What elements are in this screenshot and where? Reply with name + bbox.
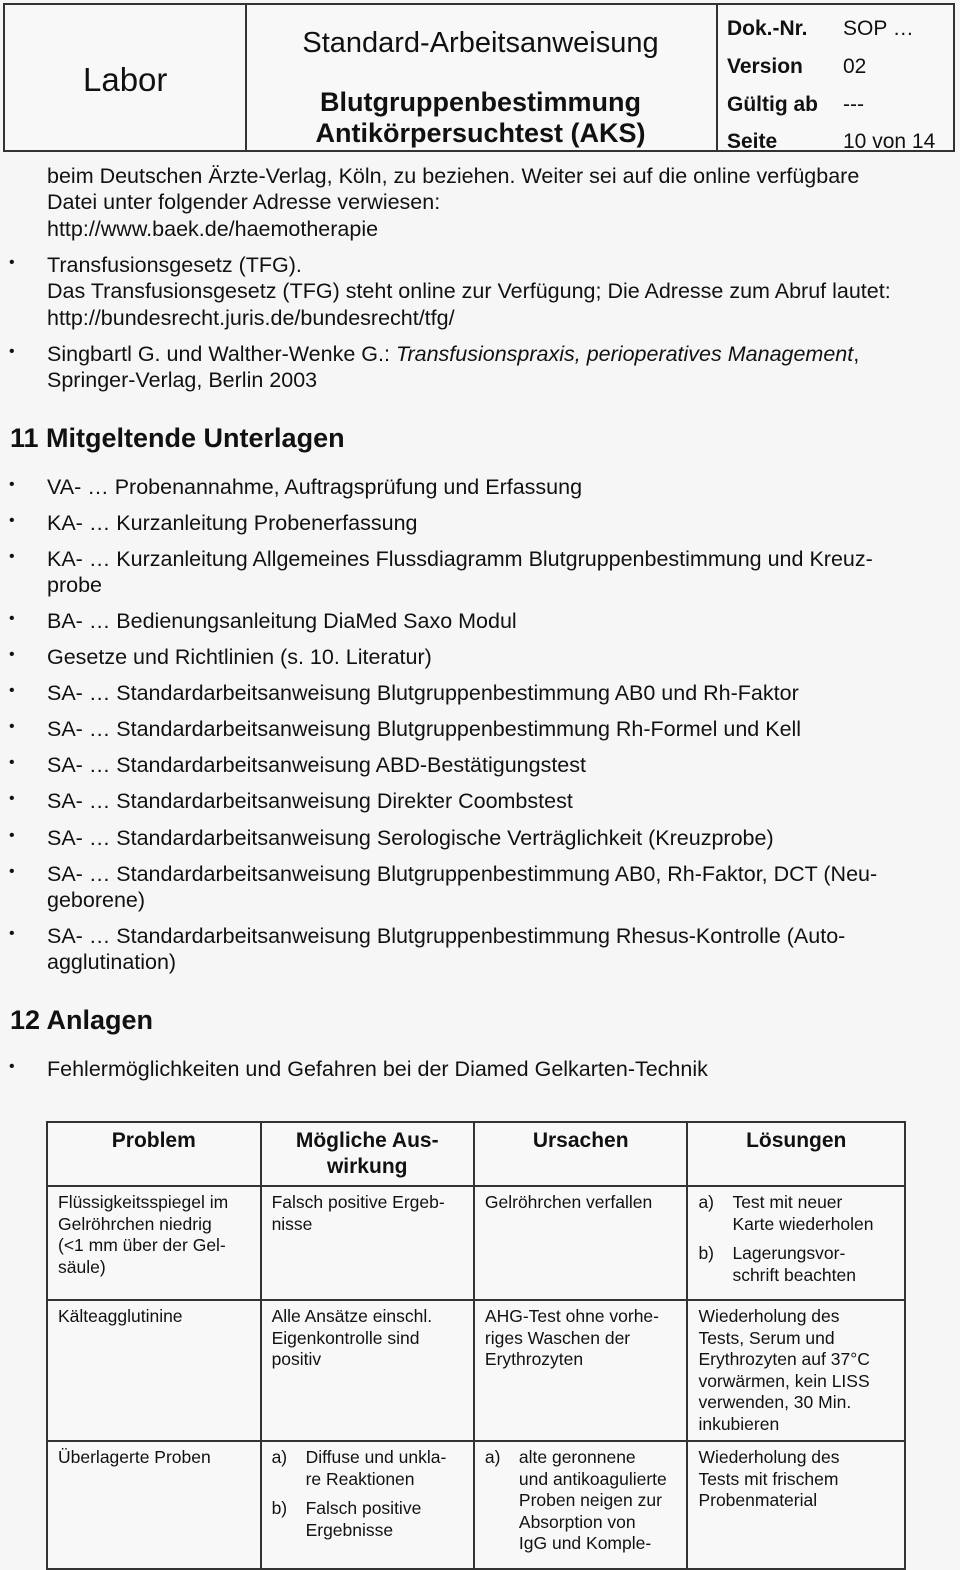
table-header-row <box>47 1122 905 1186</box>
text-line: KA- … Kurzanleitung Allgemeines Flussdiagramm Blutgruppenbestimmung und Kreuz- <box>47 547 873 571</box>
bullet-icon: • <box>9 512 15 529</box>
doc-type: Standard-Arbeitsanweisung <box>302 27 659 59</box>
cell-text: Falsch positive Ergeb- nisse <box>271 1192 445 1234</box>
column-header-label: Ursachen <box>532 1129 629 1152</box>
sub-item <box>698 1243 894 1286</box>
text-line: Das Transfusionsgesetz (TFG) steht online zur Verfügung; Die Adresse zum Abruf lautet: <box>47 279 891 304</box>
text-line: SA- … Standardarbeitsanweisung ABD-Bestätigungstest <box>47 753 586 777</box>
problem-cell <box>47 1186 261 1300</box>
sub-item <box>698 1192 894 1235</box>
cell-text: Kälteagglutinine <box>58 1306 183 1326</box>
list-item <box>47 644 432 670</box>
cell-text: Wiederholung des Tests mit frischem Probenmaterial <box>698 1447 840 1510</box>
bullet-icon: • <box>9 476 15 493</box>
solution-cell <box>687 1300 905 1441</box>
text-line: probe <box>47 573 102 598</box>
sub-item-letter: a) <box>698 1192 715 1212</box>
bullet-icon: • <box>9 754 15 771</box>
list-item <box>47 510 418 536</box>
header-lab-cell <box>5 5 247 150</box>
punct: , <box>853 342 860 366</box>
effect-cell <box>261 1441 474 1569</box>
list-item <box>47 546 873 599</box>
list-item <box>47 825 774 851</box>
text-line: VA- … Probenannahme, Auftragsprüfung und Erfassung <box>47 475 583 499</box>
meta-label: Seite <box>727 130 778 153</box>
list-item <box>47 788 573 814</box>
author: Singbartl G. und Walther-Wenke G.: <box>47 342 396 366</box>
bullet-icon: • <box>9 548 15 565</box>
meta-value: 02 <box>843 55 867 78</box>
cell-text: AHG-Test ohne vorhe- riges Waschen der Erythrozyten <box>484 1306 659 1369</box>
header-meta-cell <box>721 5 953 153</box>
bullet-icon: • <box>9 1058 15 1075</box>
text-line: Transfusionsgesetz (TFG). <box>47 253 302 277</box>
list-item <box>47 680 799 706</box>
cause-cell <box>474 1300 688 1441</box>
literature-item <box>47 252 891 331</box>
doc-title-line1: Blutgruppenbestimmung <box>320 87 641 117</box>
section-heading-12: 12 Anlagen <box>10 1005 154 1035</box>
problem-cell <box>47 1441 261 1569</box>
cell-text: Gelröhrchen verfallen <box>484 1192 653 1212</box>
sub-item <box>272 1447 463 1490</box>
cell-text: Überlagerte Proben <box>58 1447 211 1467</box>
text-line: SA- … Standardarbeitsanweisung Blutgruppenbestimmung Rh-Formel und Kell <box>47 717 802 741</box>
table-row <box>47 1186 905 1300</box>
sub-item <box>272 1498 463 1541</box>
solution-cell <box>687 1441 905 1569</box>
column-header-label: Problem <box>111 1129 196 1152</box>
text-line: Gesetze und Richtlinien (s. 10. Literatur) <box>47 645 432 669</box>
column-header-label: Mögliche Aus- wirkung <box>295 1129 439 1178</box>
section-heading-11: 11 Mitgeltende Unterlagen <box>10 423 345 453</box>
bullet-icon: • <box>9 827 15 844</box>
sub-item-text: Diffuse und unkla- re Reaktionen <box>305 1447 447 1489</box>
text-line: SA- … Standardarbeitsanweisung Direkter Coombstest <box>47 789 573 813</box>
intro-paragraph <box>47 163 859 242</box>
text-line: Springer-Verlag, Berlin 2003 <box>47 368 318 393</box>
text-line: geborene) <box>47 888 146 913</box>
bullet-icon: • <box>9 718 15 735</box>
meta-value: 10 von 14 <box>843 130 936 153</box>
sub-item-text: Test mit neuer Karte wiederholen <box>732 1192 874 1234</box>
document-header <box>3 3 955 152</box>
doc-title-line2: Antikörpersuchtest (AKS) <box>315 118 646 148</box>
meta-value: SOP … <box>843 17 914 40</box>
list-item <box>47 1056 708 1082</box>
problem-cell <box>47 1300 261 1441</box>
text-line: agglutination) <box>47 950 177 975</box>
bullet-icon: • <box>9 863 15 880</box>
text-line: SA- … Standardarbeitsanweisung Blutgruppenbestimmung AB0, Rh-Faktor, DCT (Neu- <box>47 862 878 886</box>
effect-cell <box>261 1300 474 1441</box>
meta-label: Gültig ab <box>727 93 818 116</box>
header-title-cell <box>245 5 718 150</box>
text-line: http://www.baek.de/haemotherapie <box>47 216 379 241</box>
text-line: http://bundesrecht.juris.de/bundesrecht/tfg/ <box>47 305 455 330</box>
sub-item-letter: b) <box>698 1243 715 1263</box>
list-item <box>47 474 582 500</box>
literature-item <box>47 341 859 394</box>
list-item <box>47 752 586 778</box>
sub-item-letter: a) <box>271 1447 288 1467</box>
bullet-icon: • <box>9 682 15 699</box>
column-header <box>261 1122 474 1186</box>
error-table <box>46 1121 906 1570</box>
cell-text: Wiederholung des Tests, Serum und Erythrozyten auf 37°C vorwärmen, kein LISS verwenden, 30 Min. inkubieren <box>698 1306 870 1434</box>
lab-label: Labor <box>83 61 168 98</box>
text-line: SA- … Standardarbeitsanweisung Blutgruppenbestimmung Rhesus-Kontrolle (Auto- <box>47 924 846 948</box>
bullet-icon: • <box>9 343 15 360</box>
table-row <box>47 1300 905 1441</box>
sub-item <box>485 1447 677 1555</box>
bullet-icon: • <box>9 925 15 942</box>
meta-value: --- <box>843 93 864 116</box>
list-item <box>47 608 517 634</box>
sub-item-text: Falsch positive Ergebnisse <box>305 1498 422 1540</box>
cell-text: Alle Ansätze einschl. Eigenkontrolle sind positiv <box>271 1306 433 1369</box>
column-header <box>47 1122 261 1186</box>
book-title: Transfusionspraxis, perioperatives Management <box>395 342 854 366</box>
bullet-icon: • <box>9 254 15 271</box>
bullet-icon: • <box>9 610 15 627</box>
solution-cell <box>687 1186 905 1300</box>
text-line: BA- … Bedienungsanleitung DiaMed Saxo Modul <box>47 609 517 633</box>
cause-cell <box>474 1186 688 1300</box>
text-line: SA- … Standardarbeitsanweisung Blutgruppenbestimmung AB0 und Rh-Faktor <box>47 681 799 705</box>
column-header-label: Lösungen <box>746 1129 847 1152</box>
bullet-icon: • <box>9 790 15 807</box>
meta-label: Dok.-Nr. <box>727 17 808 40</box>
effect-cell <box>261 1186 474 1300</box>
cause-cell <box>474 1441 688 1569</box>
sub-item-text: Lagerungsvor- schrift beachten <box>732 1243 856 1285</box>
text-line <box>47 341 859 367</box>
text-line: Fehlermöglichkeiten und Gefahren bei der Diamed Gelkarten-Technik <box>47 1057 708 1081</box>
text-line: beim Deutschen Ärzte-Verlag, Köln, zu beziehen. Weiter sei auf die online verfügbare <box>47 164 860 188</box>
table-row <box>47 1441 905 1569</box>
text-line: KA- … Kurzanleitung Probenerfassung <box>47 511 418 535</box>
meta-label: Version <box>727 55 803 78</box>
list-item <box>47 861 877 914</box>
sub-item-letter: a) <box>484 1447 501 1467</box>
cell-text: Flüssigkeitsspiegel im Gelröhrchen niedrig (<1 mm über der Gel- säule) <box>58 1192 229 1277</box>
text-line: SA- … Standardarbeitsanweisung Serologische Verträglichkeit (Kreuzprobe) <box>47 826 774 850</box>
sub-item-text: alte geronnene und antikoagulierte Proben neigen zur Absorption von IgG und Komple- <box>518 1447 667 1553</box>
text-line: Datei unter folgender Adresse verwiesen: <box>47 190 441 215</box>
sub-item-letter: b) <box>271 1498 288 1518</box>
list-item <box>47 923 845 976</box>
column-header <box>474 1122 688 1186</box>
column-header <box>687 1122 905 1186</box>
bullet-icon: • <box>9 646 15 663</box>
list-item <box>47 716 801 742</box>
